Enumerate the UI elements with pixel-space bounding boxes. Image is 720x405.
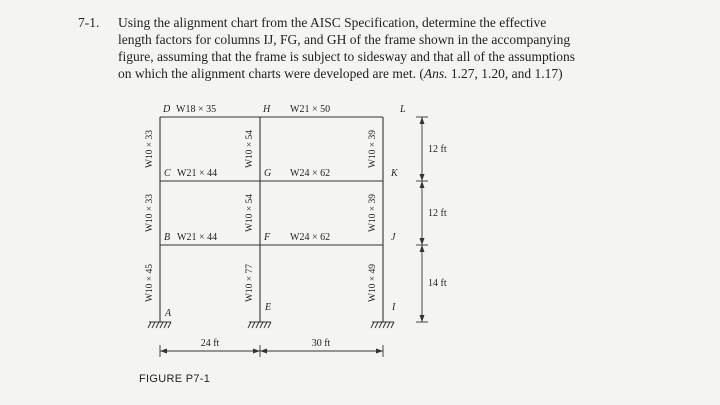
column-label-left-top: W10 × 33 [145, 129, 155, 169]
column-label-right-mid: W10 × 39 [368, 193, 378, 233]
joint-C: C [164, 168, 171, 179]
problem-line-3: figure, assuming that the frame is subject to sidesway and that all of the assumptions [118, 49, 576, 64]
dim-bay-left: 24 ft [200, 338, 220, 349]
joint-J: J [391, 232, 396, 243]
problem-number: 7-1. [78, 15, 100, 30]
fixed-support-I [371, 322, 394, 328]
beam-label-low-left: W21 × 44 [177, 232, 218, 243]
beam-label-mid-right: W24 × 62 [290, 168, 331, 179]
joint-A: A [165, 308, 172, 319]
column-label-left-mid: W10 × 33 [145, 193, 155, 233]
column-label-right-top: W10 × 39 [368, 129, 378, 169]
beam-label-low-right: W24 × 62 [290, 232, 331, 243]
joint-H: H [263, 104, 271, 115]
joint-F: F [264, 232, 271, 243]
answer-label: Ans. [423, 66, 448, 81]
beam-label-mid-left: W21 × 44 [177, 168, 218, 179]
joint-D: D [163, 104, 171, 115]
fixed-support-A [148, 322, 171, 328]
horizontal-dimension [160, 345, 383, 357]
column-label-right-bot: W10 × 49 [368, 263, 378, 303]
problem-line-2: length factors for columns IJ, FG, and GH of the frame shown in the accompanying [118, 32, 571, 47]
joint-L: L [400, 104, 406, 115]
joint-K: K [391, 168, 398, 179]
joint-B: B [164, 232, 171, 243]
figure-caption: FIGURE P7-1 [139, 373, 211, 385]
dim-story-bot: 14 ft [428, 278, 447, 289]
beam-label-top-right: W21 × 50 [290, 104, 331, 115]
column-label-center-top: W10 × 54 [245, 129, 255, 169]
dim-story-mid: 12 ft [428, 208, 447, 219]
dim-bay-right: 30 ft [311, 338, 331, 349]
answer-values: 1.27, 1.20, and 1.17) [447, 66, 563, 81]
joint-G: G [264, 168, 272, 179]
column-label-center-bot: W10 × 77 [245, 263, 255, 303]
beam-label-top-left: W18 × 35 [176, 104, 217, 115]
vertical-dimension [416, 117, 428, 322]
dim-story-top: 12 ft [428, 144, 447, 155]
column-label-center-mid: W10 × 54 [245, 193, 255, 233]
fixed-support-E [248, 322, 271, 328]
frame-members [160, 117, 383, 322]
problem-line-1: Using the alignment chart from the AISC Specification, determine the effective [118, 15, 547, 30]
problem-line-4-text: on which the alignment charts were developed are met. ( [118, 66, 424, 81]
column-label-left-bot: W10 × 45 [145, 263, 155, 303]
joint-I: I [392, 302, 396, 313]
joint-E: E [265, 302, 272, 313]
